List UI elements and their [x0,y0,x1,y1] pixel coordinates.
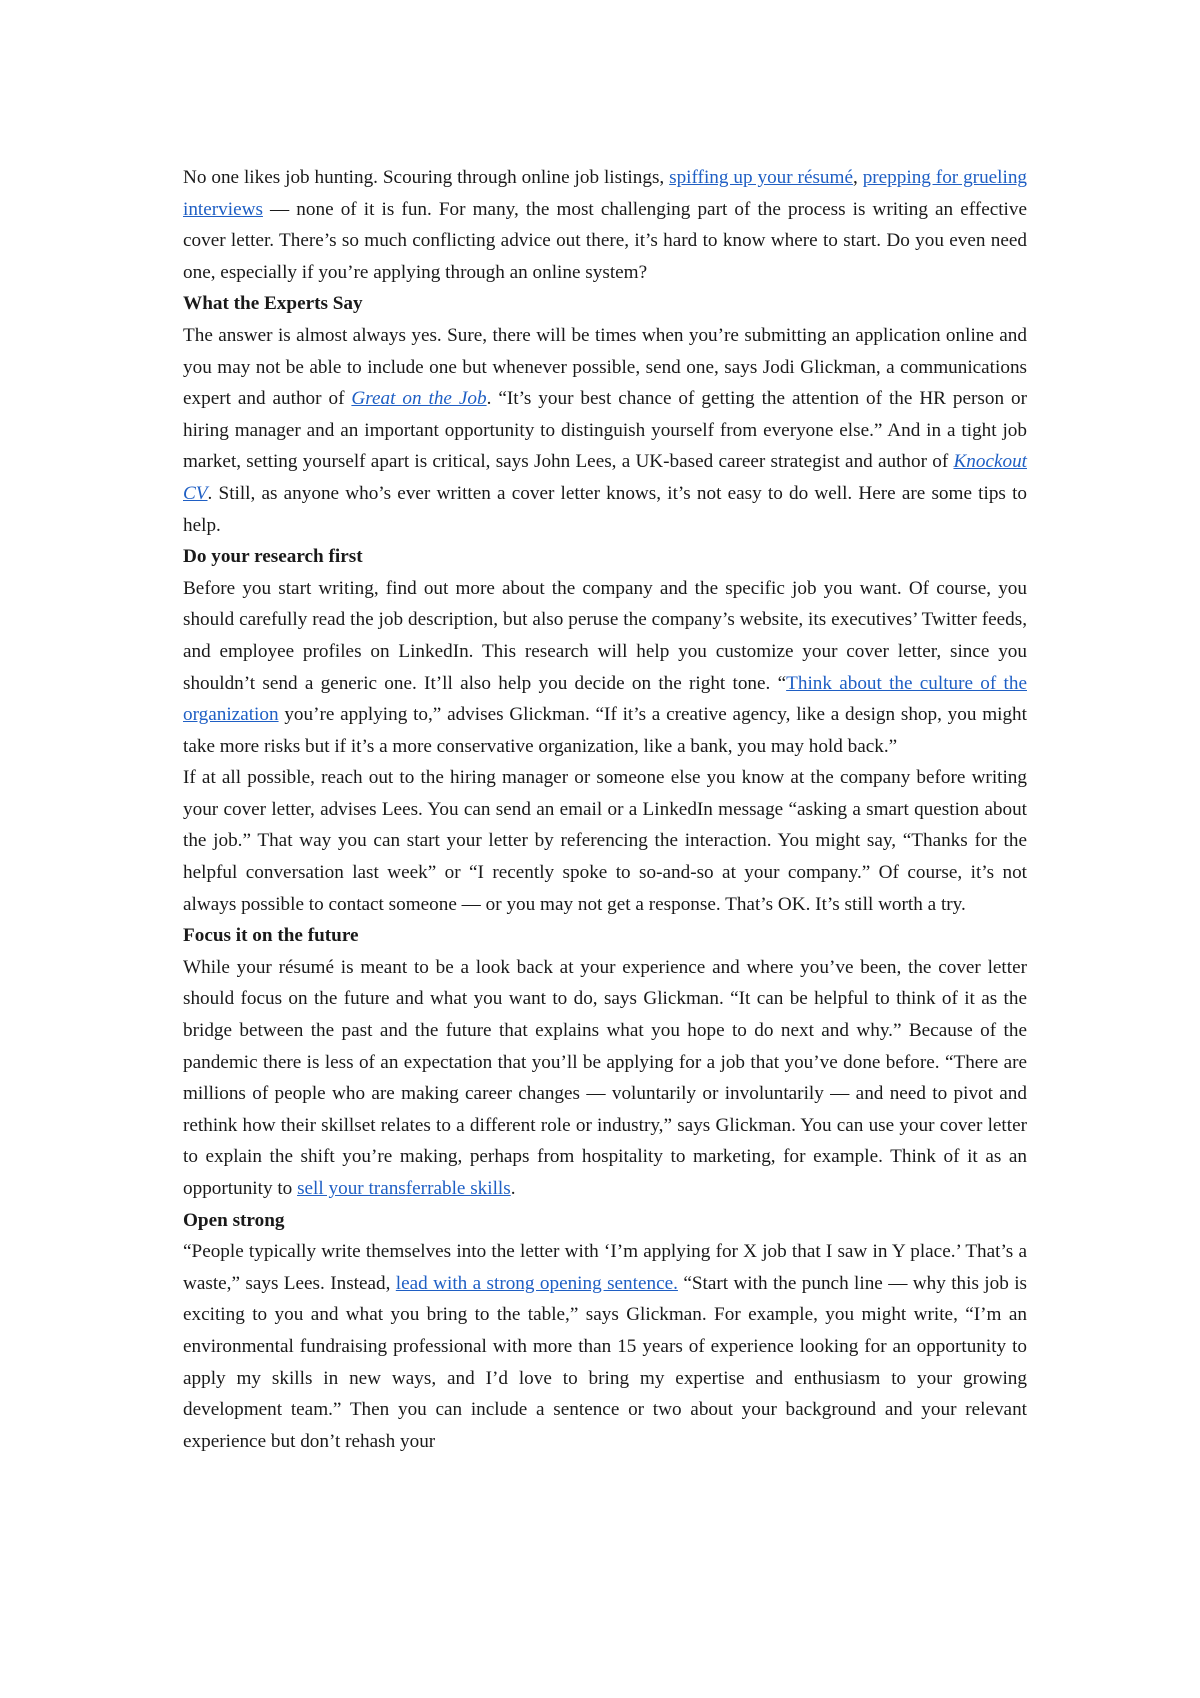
inline-link[interactable]: Great on the Job [351,388,487,410]
section-heading [183,920,1027,952]
heading-text: What the Experts Say [183,293,363,315]
body-paragraph [183,1236,1027,1457]
paragraph-text: . “It’s your best chance of getting the attention of the HR person or hiring manager and an important opportunity to distinguish yourself from everyone else.” And in a tight job market, setting yourself apart is critical, says John Lees, a UK-based career strategist and author of [183,388,1027,473]
paragraph-text: . Still, as anyone who’s ever written a cover letter knows, it’s not easy to do well. Here are some tips to help. [183,482,1027,536]
paragraph-text: “People typically write themselves into the letter with ‘I’m applying for X job that I saw in Y place.’ That’s a waste,” says Lees. Instead, [183,1241,1027,1294]
paragraph-text: you’re applying to,” advises Glickman. “If it’s a creative agency, like a design shop, you might take more risks but if it’s a more conservative organization, like a bank, you may hold back.” [183,704,1027,757]
paragraph-text: Before you start writing, find out more about the company and the specific job you want. Of course, you should carefully read the job description, but also peruse the company’s website, its executives’ Twitter feeds, and employee profiles on LinkedIn. This research will help you customize your cover letter, since you shouldn’t send a generic one. It’ll also help you decide on the right tone. “ [183,577,1027,694]
body-paragraph [183,952,1027,1205]
heading-text: Open strong [183,1209,285,1231]
paragraph-text: While your résumé is meant to be a look back at your experience and where you’ve been, the cover letter should focus on the future and what you want to do, says Glickman. “It can be helpful to think of it as the bridge between the past and the future that explains what you hope to do next and why.” Because of the pandemic there is less of an expectation that you’ll be applying for a job that you’ve done before. “There are millions of people who are making career changes — voluntarily or involuntarily — and need to pivot and rethink how their skillset relates to a different role or industry,” says Glickman. You can use your cover letter to explain the shift you’re making, perhaps from hospitality to marketing, for example. Think of it as an opportunity to [183,956,1027,1199]
section-heading [183,288,1027,320]
body-paragraph [183,573,1027,763]
body-paragraph [183,762,1027,920]
inline-link[interactable]: sell your transferrable skills [297,1178,511,1199]
body-paragraph [183,320,1027,541]
section-heading [183,541,1027,573]
paragraph-text: The answer is almost always yes. Sure, there will be times when you’re submitting an application online and you may not be able to include one but whenever possible, send one, says Jodi Glickman, a communications expert and author of [183,324,1027,410]
section-heading [183,1205,1027,1237]
document-body [183,162,1027,1457]
inline-link[interactable]: Knockout CV [183,451,1027,504]
inline-link[interactable]: Think about the culture of the organization [183,672,1027,726]
paragraph-text: “Start with the punch line — why this job is exciting to you and what you bring to the table,” says Glickman. For example, you might write, “I’m an environmental fundraising professional with more than 15 years of experience looking for an opportunity to apply my skills in new ways, and I’d love to bring my expertise and enthusiasm to your growing development team.” Then you can include a sentence or two about your background and your relevant experience but don’t rehash your [183,1272,1027,1452]
body-paragraph [183,162,1027,288]
inline-link[interactable]: lead with a strong opening sentence. [395,1272,678,1294]
heading-text: Do your research first [183,546,363,568]
heading-text: Focus it on the future [183,925,359,947]
inline-link[interactable]: prepping for grueling interviews [183,167,1028,220]
paragraph-text: — none of it is fun. For many, the most challenging part of the process is writing an effective cover letter. There’s so much conflicting advice out there, it’s hard to know where to start. Do you even need one, especially if you’re applying through an online system? [183,198,1027,283]
inline-link[interactable]: spiffing up your résumé [669,167,853,188]
paragraph-text: . [510,1178,516,1199]
paragraph-text: No one likes job hunting. Scouring through online job listings, [183,167,670,188]
paragraph-text: , [852,167,863,188]
paragraph-text: If at all possible, reach out to the hiring manager or someone else you know at the company before writing your cover letter, advises Lees. You can send an email or a LinkedIn message “asking a smart question about the job.” That way you can start your letter by referencing the interaction. You might say, “Thanks for the helpful conversation last week” or “I recently spoke to so-and-so at your company.” Of course, it’s not always possible to contact someone — or you may not get a response. That’s OK. It’s still worth a try. [183,767,1027,915]
